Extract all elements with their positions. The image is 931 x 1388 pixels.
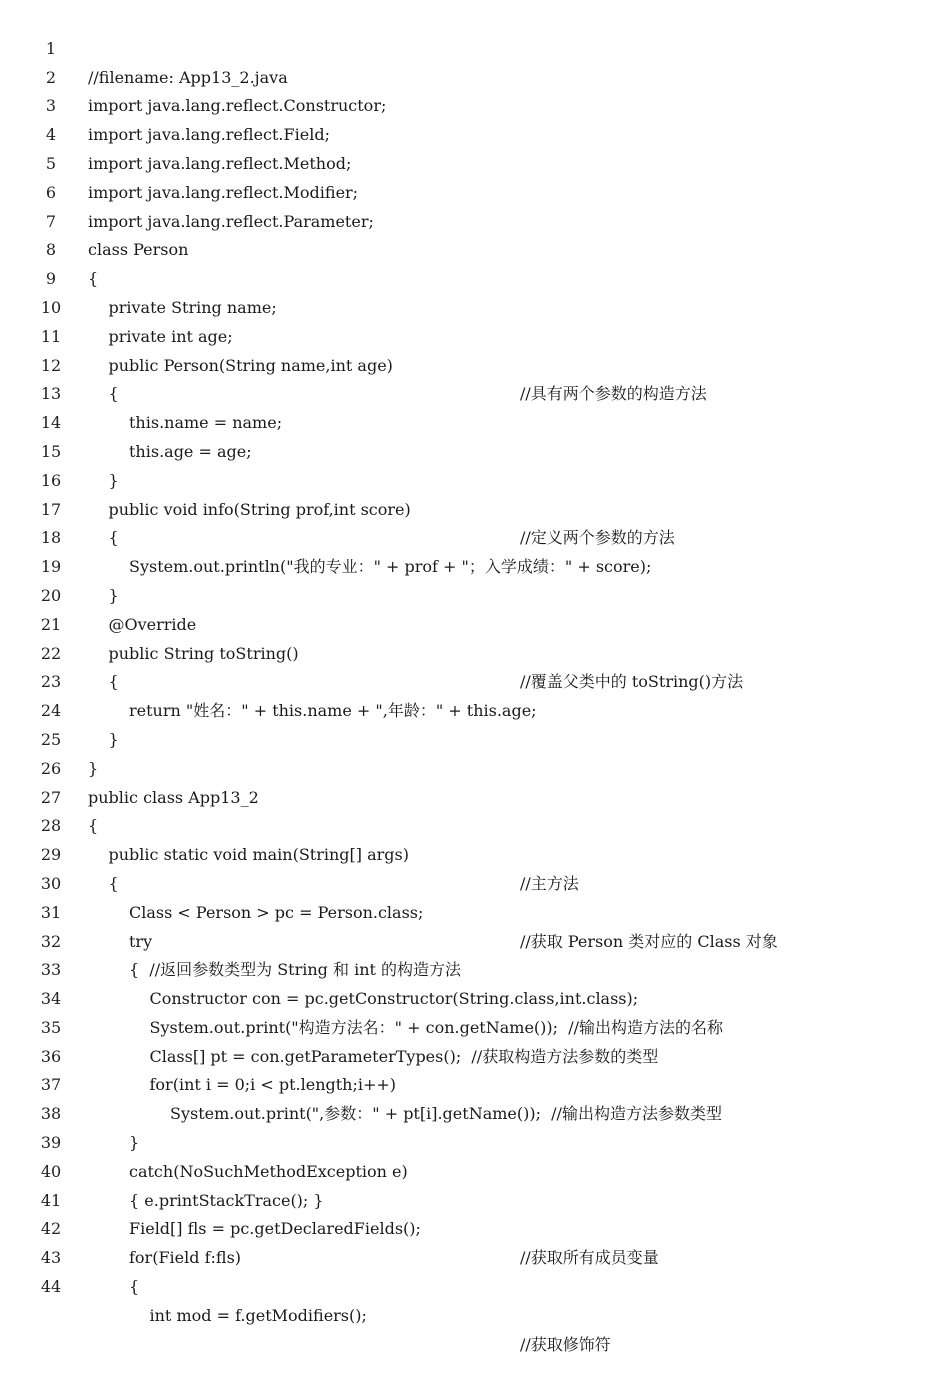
code-text: this.name = name; [129,413,283,433]
line-number: 21 [40,614,62,634]
code-text: import java.lang.reflect.Field; [88,125,330,145]
code-text: import java.lang.reflect.Parameter; [88,211,374,231]
line-number: 27 [40,787,62,807]
code-text: { [108,528,119,548]
code-text: //filename: App13_2.java [88,67,288,87]
line-number: 22 [40,643,62,663]
line-number: 25 [40,729,62,749]
line-number: 33 [40,960,62,980]
code-listing [0,6,931,1354]
line-number: 23 [40,672,62,692]
code-text: System.out.println("我的专业：" + prof + "；入学成绩：" + score); [129,557,652,577]
line-number: 36 [40,1046,62,1066]
code-text: catch(NoSuchMethodException e) [129,1161,408,1181]
line-number: 9 [45,269,57,289]
line-number: 43 [40,1248,62,1268]
line-number: 30 [40,873,62,893]
code-text: System.out.print("构造方法名：" + con.getName()); //输出构造方法的名称 [149,1017,723,1037]
code-text: public String toString() [108,643,299,663]
code-comment: //覆盖父类中的 toString()方法 [520,672,744,692]
code-comment: //获取 Person 类对应的 Class 对象 [520,931,778,951]
line-number: 34 [40,989,62,1009]
code-text: Field[] fls = pc.getDeclaredFields(); [129,1219,421,1239]
code-text: private String name; [108,297,277,317]
code-text: } [108,470,119,490]
code-text: import java.lang.reflect.Modifier; [88,182,359,202]
line-number: 31 [40,902,62,922]
code-text: System.out.print(",参数：" + pt[i].getName()); //输出构造方法参数类型 [170,1104,722,1124]
code-text: int mod = f.getModifiers(); [149,1305,367,1325]
line-number: 38 [40,1104,62,1124]
code-comment: //具有两个参数的构造方法 [520,384,707,404]
code-text: public void info(String prof,int score) [108,499,411,519]
line-number: 2 [45,67,57,87]
line-number: 37 [40,1075,62,1095]
line-number: 14 [40,413,62,433]
line-number: 29 [40,845,62,865]
line-number: 11 [40,326,62,346]
line-number: 26 [40,758,62,778]
line-number: 18 [40,528,62,548]
code-text: public static void main(String[] args) [108,845,409,865]
code-text: Class[] pt = con.getParameterTypes(); //获取构造方法参数的类型 [149,1046,659,1066]
code-text: public Person(String name,int age) [108,355,393,375]
code-text: this.age = age; [129,441,252,461]
code-text: return "姓名：" + this.name + ",年龄：" + this.age; [129,701,537,721]
code-comment: //获取所有成员变量 [520,1248,659,1268]
code-text: } [88,758,99,778]
code-line [0,6,931,87]
code-text: Class < Person > pc = Person.class; [129,902,424,922]
line-number: 35 [40,1017,62,1037]
line-number: 24 [40,701,62,721]
code-text: } [108,729,119,749]
code-text: { [108,384,119,404]
code-text: { [108,873,119,893]
code-text: { e.printStackTrace(); } [129,1190,324,1210]
code-text: import java.lang.reflect.Method; [88,153,352,173]
code-text: { [88,269,99,289]
line-number: 3 [45,96,57,116]
code-comment: //定义两个参数的方法 [520,528,675,548]
line-number: 17 [40,499,62,519]
line-number: 42 [40,1219,62,1239]
line-number: 7 [45,211,57,231]
line-number: 12 [40,355,62,375]
code-comment: //获取修饰符 [520,1334,611,1354]
code-text: { [88,816,99,836]
code-text: class Person [88,240,189,260]
line-number: 28 [40,816,62,836]
line-number: 15 [40,441,62,461]
code-text: { [129,1277,140,1297]
code-text: try [129,931,153,951]
code-comment: //主方法 [520,873,579,893]
code-text: } [129,1133,140,1153]
code-text: private int age; [108,326,233,346]
line-number: 41 [40,1190,62,1210]
line-number: 6 [45,182,57,202]
line-number: 10 [40,297,62,317]
code-text: @Override [108,614,197,634]
code-text: for(int i = 0;i < pt.length;i++) [149,1075,397,1095]
line-number: 19 [40,557,62,577]
code-text: Constructor con = pc.getConstructor(String.class,int.class); [149,989,639,1009]
line-number: 32 [40,931,62,951]
line-number: 40 [40,1161,62,1181]
code-text: } [108,585,119,605]
code-text: { //返回参数类型为 String 和 int 的构造方法 [129,960,462,980]
line-number: 8 [45,240,57,260]
line-number: 16 [40,470,62,490]
line-number: 1 [45,38,57,58]
line-number: 20 [40,585,62,605]
code-line [0,1244,931,1354]
line-number: 39 [40,1133,62,1153]
line-number: 5 [45,153,57,173]
line-number: 13 [40,384,62,404]
line-number: 4 [45,125,57,145]
line-number: 44 [40,1277,62,1297]
code-text: { [108,672,119,692]
code-text: for(Field f:fls) [129,1248,242,1268]
code-text: import java.lang.reflect.Constructor; [88,96,387,116]
code-text: public class App13_2 [88,787,259,807]
